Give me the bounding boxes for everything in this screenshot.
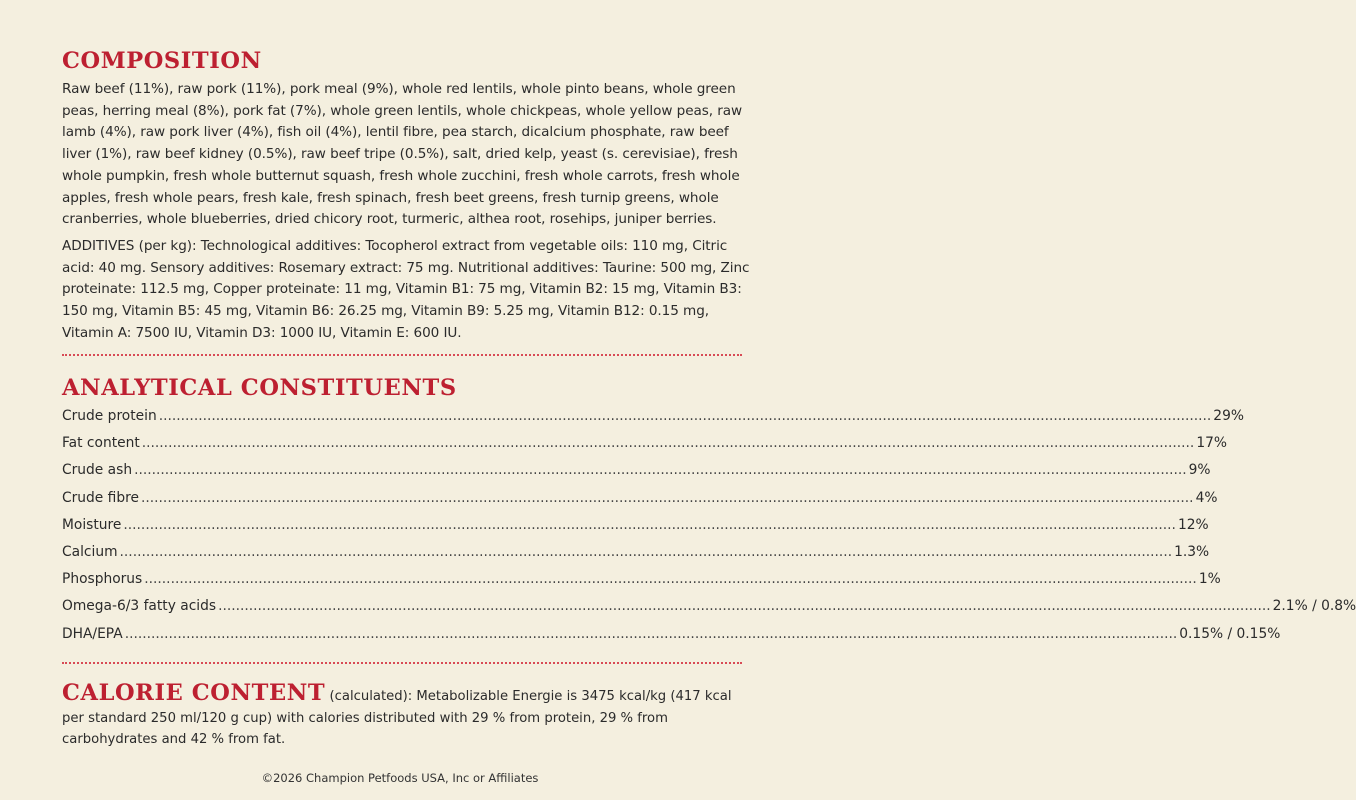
constituent-row xyxy=(62,566,1221,593)
calorie-text: (calculated): Metabolizable Energie is 3475 kcal/kg (417 kcal per standard 250 ml/120 g cup) with calories distributed with 29 % from protein, 29 % from carbohydrates and 42 % from fat. xyxy=(62,689,732,747)
constituent-label: Crude protein xyxy=(62,408,157,424)
constituent-value: 29% xyxy=(1213,408,1244,424)
dotted-divider xyxy=(62,662,742,664)
constituent-label: Fat content xyxy=(62,435,140,452)
leader-dots: ................................................................................................................................................................................................................................................ xyxy=(218,598,1271,615)
calorie-section xyxy=(62,682,752,751)
leader-dots: ................................................................................................................................................................................................................................................ xyxy=(144,571,1197,588)
constituent-row xyxy=(62,457,1211,484)
constituent-row xyxy=(62,430,1227,457)
constituent-row xyxy=(62,593,1356,620)
dotted-divider xyxy=(62,354,742,356)
calorie-heading: CALORIE CONTENT xyxy=(62,680,326,706)
constituent-label: Phosphorus xyxy=(62,571,143,588)
constituent-row xyxy=(62,621,1281,648)
constituent-value: 0.15% / 0.15% xyxy=(1179,625,1281,642)
constituent-value: 4% xyxy=(1195,489,1218,506)
constituent-label: Moisture xyxy=(62,516,122,533)
leader-dots: ................................................................................................................................................................................................................................................ xyxy=(141,489,1194,506)
constituent-value: 9% xyxy=(1188,462,1211,479)
leader-dots: ................................................................................................................................................................................................................................................ xyxy=(158,408,1212,424)
constituent-value: 17% xyxy=(1196,435,1227,452)
constituent-row xyxy=(62,485,1218,512)
constituent-value: 1.3% xyxy=(1174,543,1210,560)
analytical-heading: ANALYTICAL CONSTITUENTS xyxy=(62,375,457,401)
constituent-label: DHA/EPA xyxy=(62,625,123,642)
leader-dots: ................................................................................................................................................................................................................................................ xyxy=(123,516,1176,533)
leader-dots: ................................................................................................................................................................................................................................................ xyxy=(134,462,1187,479)
copyright-footer: ©2026 Champion Petfoods USA, Inc or Affiliates xyxy=(261,771,539,785)
analytical-table xyxy=(62,403,1356,648)
leader-dots: ................................................................................................................................................................................................................................................ xyxy=(119,543,1173,560)
leader-dots: ................................................................................................................................................................................................................................................ xyxy=(141,435,1195,452)
composition-section xyxy=(62,79,752,344)
constituent-value: 2.1% / 0.8% xyxy=(1272,598,1356,615)
constituent-label: Omega-6/3 fatty acids xyxy=(62,598,217,615)
constituent-value: 1% xyxy=(1198,571,1221,588)
leader-dots: ................................................................................................................................................................................................................................................ xyxy=(124,625,1178,642)
constituent-row xyxy=(62,403,1244,430)
constituent-row xyxy=(62,539,1210,566)
constituent-row xyxy=(62,512,1209,539)
constituent-label: Crude fibre xyxy=(62,489,139,506)
constituent-value: 12% xyxy=(1177,516,1209,533)
constituent-label: Crude ash xyxy=(62,462,133,479)
ingredients-text: Raw beef (11%), raw pork (11%), pork meal (9%), whole red lentils, whole pinto beans, whole green peas, herring meal (8%), pork fat (7%), whole green lentils, whole chickpeas, whole yellow peas, raw lamb (4%), raw pork liver (4%), fish oil (4%), lentil fibre, pea starch, dicalcium phosphate, raw beef liver (1%), raw beef kidney (0.5%), raw beef tripe (0.5%), salt, dried kelp, yeast (s. cerevisiae), fresh whole pumpkin, fresh whole butternut squash, fresh whole zucchini, fresh whole carrots, fresh whole apples, fresh whole pears, fresh kale, fresh spinach, fresh beet greens, fresh turnip greens, whole cranberries, whole blueberries, dried chicory root, turmeric, althea root, rosehips, juniper berries. xyxy=(62,81,743,228)
additives-text: ADDITIVES (per kg): Technological additives: Tocopherol extract from vegetable oils: 110 mg, Citric acid: 40 mg. Sensory additives: Rosemary extract: 75 mg. Nutritional additives: Taurine: 500 mg, Zinc proteinate: 112.5 mg, Copper proteinate: 11 mg, Vitamin B1: 75 mg, Vitamin B2: 15 mg, Vitamin B3: 150 mg, Vitamin B5: 45 mg, Vitamin B6: 26.25 mg, Vitamin B9: 5.25 mg, Vitamin B12: 0.15 mg, Vitamin A: 7500 IU, Vitamin D3: 1000 IU, Vitamin E: 600 IU. xyxy=(62,237,750,341)
constituent-label: Calcium xyxy=(62,543,118,560)
composition-heading: COMPOSITION xyxy=(62,48,262,74)
